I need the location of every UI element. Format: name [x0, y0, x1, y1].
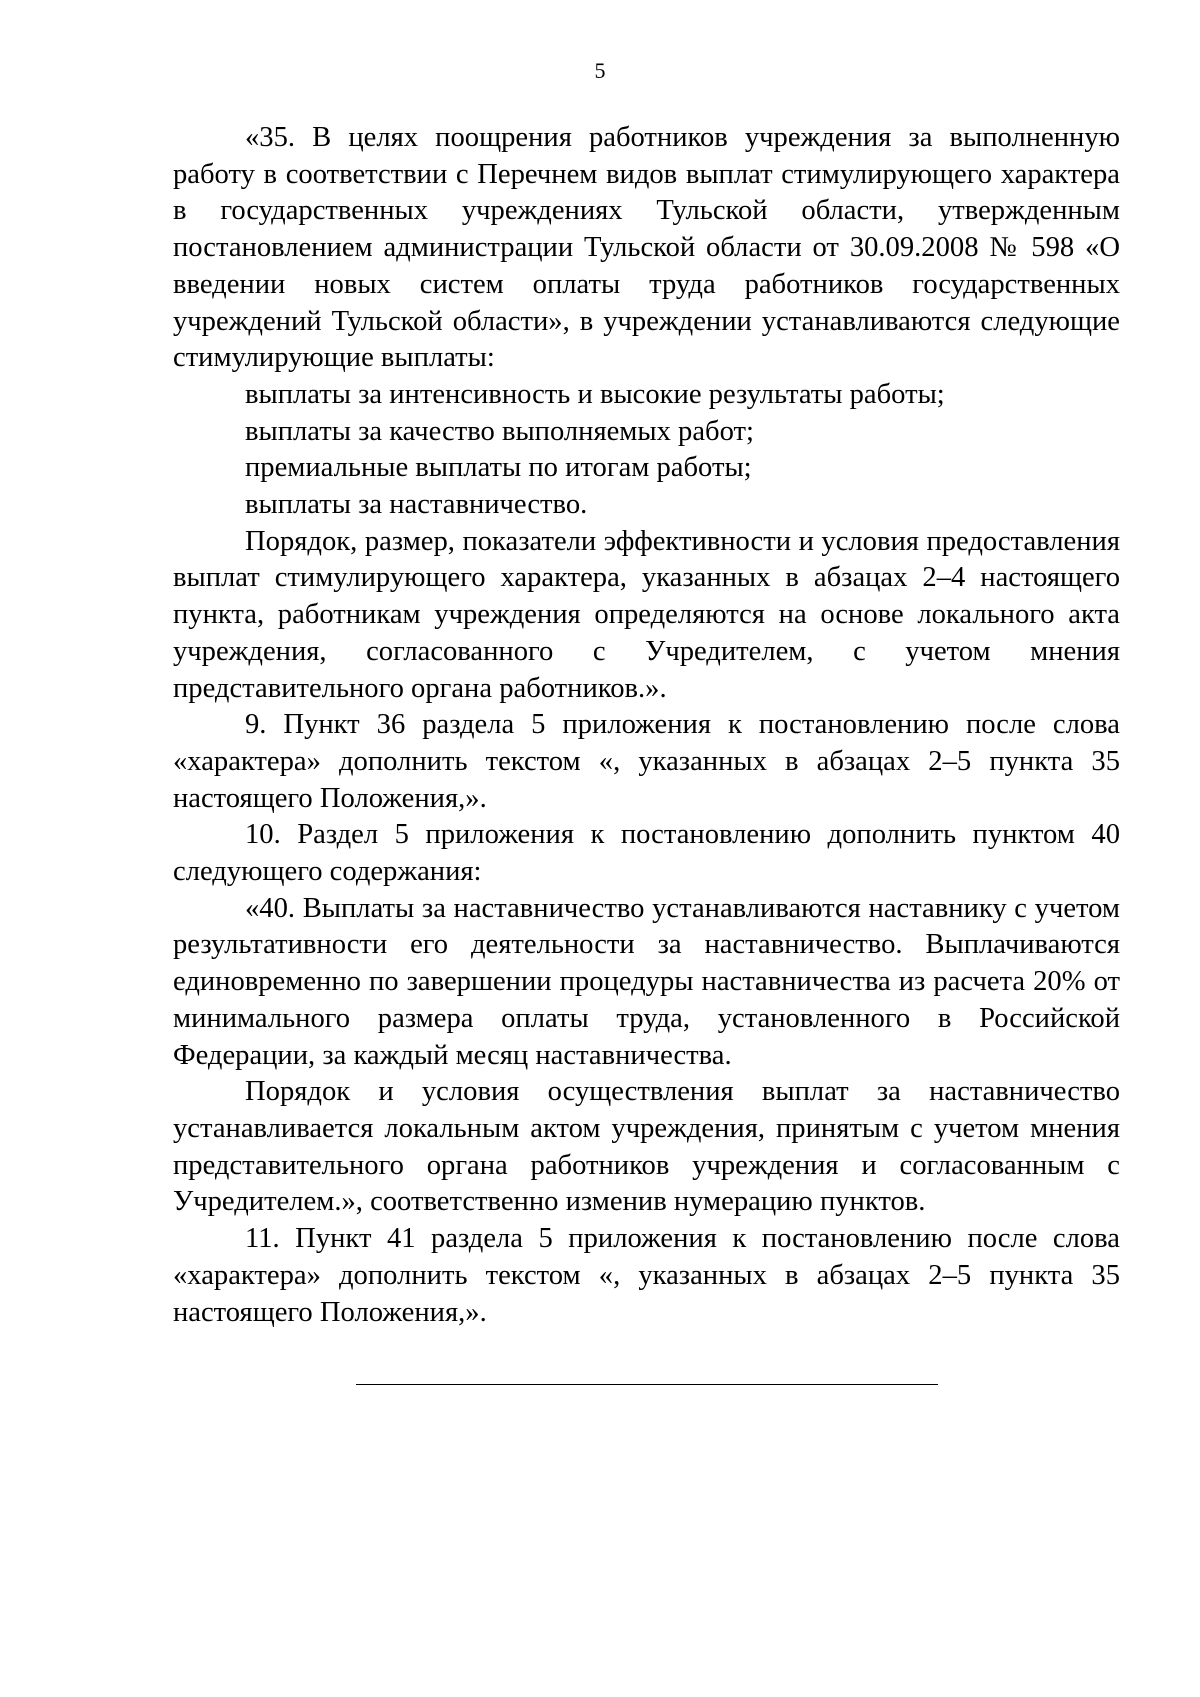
- list-item-bonus-payments: премиальные выплаты по итогам работы;: [245, 452, 752, 484]
- list-item-intensity-payments: выплаты за интенсивность и высокие результаты работы;: [245, 378, 945, 410]
- paragraph-amendment-11: 11. Пункт 41 раздела 5 приложения к постановлению после слова «характера» дополнить текстом «, указанных в абзацах 2–5 пункта 35 настоящего Положения,».: [173, 1223, 1120, 1328]
- paragraph-amendment-10: 10. Раздел 5 приложения к постановлению дополнить пунктом 40 следующего содержания:: [173, 819, 1120, 888]
- list-item-quality-payments: выплаты за качество выполняемых работ;: [245, 415, 754, 447]
- document-body: [173, 120, 1120, 1331]
- page-number: 5: [594, 58, 606, 83]
- paragraph-amendment-9: 9. Пункт 36 раздела 5 приложения к постановлению после слова «характера» дополнить текстом «, указанных в абзацах 2–5 пункта 35 настоящего Положения,».: [173, 709, 1120, 814]
- end-divider: [356, 1384, 938, 1385]
- paragraph-mentoring-procedure: Порядок и условия осуществления выплат за наставничество устанавливается локальным актом учреждения, принятым с учетом мнения представительного органа работников учреждения и согласованным с Учредителем.», соответственно изменив нумерацию пунктов.: [173, 1076, 1120, 1218]
- list-item-mentoring-payments: выплаты за наставничество.: [245, 489, 588, 521]
- paragraph-item-35: «35. В целях поощрения работников учреждения за выполненную работу в соответствии с Перечнем видов выплат стимулирующего характера в государственных учреждениях Тульской области, утвержденным постановлением администрации Тульской области от 30.09.2008 № 598 «О введении новых систем оплаты труда работников государственных учреждений Тульской области», в учреждении устанавливаются следующие стимулирующие выплаты:: [173, 122, 1120, 374]
- paragraph-procedure: Порядок, размер, показатели эффективности и условия предоставления выплат стимулирующего характера, указанных в абзацах 2–4 настоящего пункта, работникам учреждения определяются на основе локального акта учреждения, согласованного с Учредителем, с учетом мнения представительного органа работников.».: [173, 525, 1120, 704]
- paragraph-item-40: «40. Выплаты за наставничество устанавливаются наставнику с учетом результативности его деятельности за наставничество. Выплачиваются единовременно по завершении процедуры наставничества из расчета 20% от минимального размера оплаты труда, установленного в Российской Федерации, за каждый месяц наставничества.: [173, 892, 1120, 1071]
